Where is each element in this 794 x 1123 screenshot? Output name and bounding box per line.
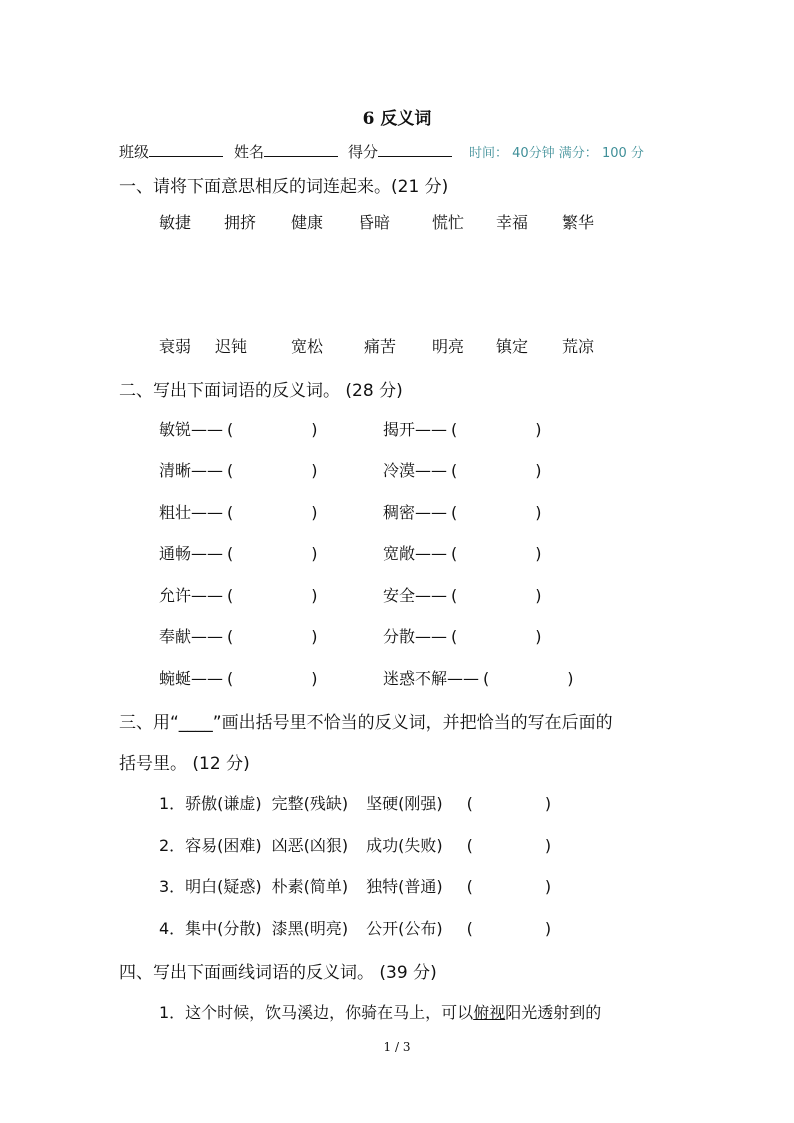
choice-c: 独特(普通): [366, 877, 443, 896]
page-number: 1 / 3: [383, 1040, 411, 1054]
word-bottom-4: 痛苦: [364, 337, 397, 356]
class-label: 班级: [119, 143, 150, 161]
dash: ——: [415, 503, 448, 522]
section4-heading: 四、写出下面画线词语的反义词。 (39 分): [119, 963, 437, 983]
word: 允许: [159, 586, 192, 605]
word: 分散: [383, 627, 416, 646]
choice-b: 完整(残缺): [271, 794, 349, 813]
word-top-4: 昏暗: [358, 213, 391, 232]
dash: ——: [191, 669, 224, 688]
choice-row-1: 1．骄傲(谦虚) 完整(残缺) 坚硬(刚强) ( ): [159, 794, 552, 813]
text-before: 1．这个时候，饮马溪边，你骑在马上，可以: [159, 1003, 474, 1022]
time-info: 时间： 40分钟 满分： 100 分: [469, 146, 644, 161]
dash: ——: [191, 544, 224, 563]
word: 奉献: [159, 627, 192, 646]
dash: ——: [191, 420, 224, 439]
word-top-5: 慌忙: [432, 213, 465, 232]
choice-row-2: 2．容易(困难) 凶恶(凶狠) 成功(失败) ( ): [159, 836, 552, 855]
choice-b: 漆黑(明亮): [271, 919, 349, 938]
antonym-row-5-left: 允许—— ( ): [159, 586, 318, 605]
choice-c: 坚硬(刚强): [366, 794, 443, 813]
antonym-row-3-left: 粗壮—— ( ): [159, 503, 318, 522]
word: 通畅: [159, 544, 192, 563]
section3-heading-line2: 括号里。 (12 分): [119, 754, 250, 774]
choice-row-3: 3．明白(疑惑) 朴素(简单) 独特(普通) ( ): [159, 877, 552, 896]
dash: ——: [447, 669, 480, 688]
antonym-row-6-left: 奉献—— ( ): [159, 627, 318, 646]
choice-b: 凶恶(凶狠): [271, 836, 349, 855]
word: 冷漠: [383, 461, 416, 480]
antonym-row-7-left: 蜿蜒—— ( ): [159, 669, 318, 688]
word-bottom-2: 迟钝: [215, 337, 248, 356]
antonym-row-5-right: 安全—— ( ): [383, 586, 542, 605]
antonym-row-6-right: 分散—— ( ): [383, 627, 542, 646]
word-top-7: 繁华: [562, 213, 595, 232]
dash: ——: [415, 420, 448, 439]
score-label: 得分: [348, 143, 379, 161]
dash: ——: [191, 461, 224, 480]
word-bottom-6: 镇定: [496, 337, 529, 356]
choice-a: 4．集中(分散): [159, 919, 262, 938]
dash: ——: [191, 586, 224, 605]
choice-row-4: 4．集中(分散) 漆黑(明亮) 公开(公布) ( ): [159, 919, 552, 938]
score-field: [348, 140, 452, 162]
word-bottom-5: 明亮: [432, 337, 465, 356]
antonym-row-4-right: 宽敞—— ( ): [383, 544, 542, 563]
word: 敏锐: [159, 420, 192, 439]
choice-c: 成功(失败): [366, 836, 443, 855]
name-blank[interactable]: [264, 140, 338, 157]
choice-c: 公开(公布): [366, 919, 443, 938]
antonym-row-3-right: 稠密—— ( ): [383, 503, 542, 522]
word: 迷惑不解: [383, 669, 448, 688]
word-bottom-3: 宽松: [291, 337, 324, 356]
antonym-row-2-right: 冷漠—— ( ): [383, 461, 542, 480]
word-top-1: 敏捷: [159, 213, 192, 232]
choice-a: 2．容易(困难): [159, 836, 262, 855]
word-bottom-7: 荒凉: [562, 337, 595, 356]
section1-heading: 一、请将下面意思相反的词连起来。(21 分): [119, 177, 449, 197]
choice-a: 3．明白(疑惑): [159, 877, 262, 896]
word-top-2: 拥挤: [224, 213, 257, 232]
section2-heading: 二、写出下面词语的反义词。 (28 分): [119, 381, 403, 401]
word: 宽敞: [383, 544, 416, 563]
word-top-6: 幸福: [496, 213, 529, 232]
section3-heading-line1: 三、用“____”画出括号里不恰当的反义词，并把恰当的写在后面的: [119, 713, 613, 733]
text-after: 阳光透射到的: [505, 1003, 602, 1022]
word-bottom-1: 衰弱: [159, 337, 192, 356]
antonym-row-2-left: 清晰—— ( ): [159, 461, 318, 480]
antonym-row-1-right: 揭开—— ( ): [383, 420, 542, 439]
dash: ——: [415, 461, 448, 480]
word: 粗壮: [159, 503, 192, 522]
word: 清晰: [159, 461, 192, 480]
word: 揭开: [383, 420, 416, 439]
class-field: [119, 140, 223, 162]
word: 蜿蜒: [159, 669, 192, 688]
dash: ——: [415, 586, 448, 605]
word: 安全: [383, 586, 416, 605]
choice-a: 1．骄傲(谦虚): [159, 794, 262, 813]
underlined-word: 俯视: [473, 1003, 506, 1022]
antonym-row-1-left: 敏锐—— ( ): [159, 420, 318, 439]
page-title: 6 反义词: [362, 109, 432, 129]
section4-line1: [159, 1000, 601, 1023]
antonym-row-7-right: 迷惑不解—— ( ): [383, 669, 574, 688]
choice-b: 朴素(简单): [271, 877, 349, 896]
score-blank[interactable]: [378, 140, 452, 157]
dash: ——: [191, 627, 224, 646]
dash: ——: [191, 503, 224, 522]
word: 稠密: [383, 503, 416, 522]
name-field: [234, 140, 338, 162]
dash: ——: [415, 627, 448, 646]
word-top-3: 健康: [291, 213, 324, 232]
name-label: 姓名: [234, 143, 265, 161]
antonym-row-4-left: 通畅—— ( ): [159, 544, 318, 563]
dash: ——: [415, 544, 448, 563]
class-blank[interactable]: [149, 140, 223, 157]
